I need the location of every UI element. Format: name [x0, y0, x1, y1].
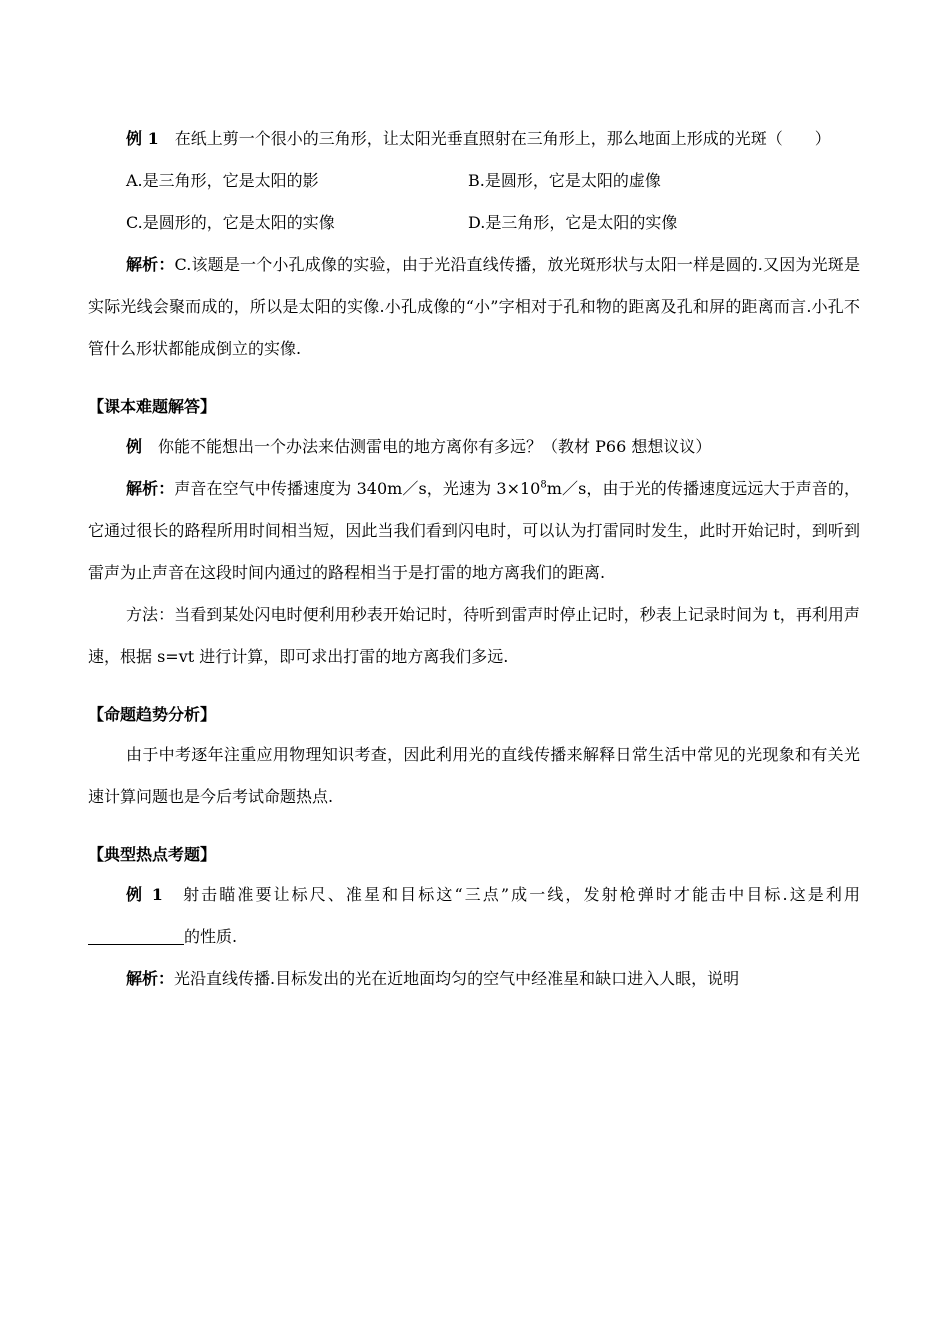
analysis-label: 解析：: [126, 479, 175, 498]
example-1-text: 在纸上剪一个很小的三角形，让太阳光垂直照射在三角形上，那么地面上形成的光斑（ ）: [174, 129, 831, 148]
textbook-question: [88, 426, 860, 468]
option-c: C.是圆形的，它是太阳的实像: [126, 213, 335, 232]
section-title-textbook: 【课本难题解答】: [88, 397, 217, 416]
exponent: 8: [540, 479, 547, 491]
section-title-hot: 【典型热点考题】: [88, 845, 217, 864]
analysis-label: 解析：: [126, 969, 175, 988]
textbook-question-text: 你能不能想出一个办法来估测雷电的地方离你有多远？（教材 P66 想想议议）: [158, 437, 712, 456]
example-1-options-row-2: [88, 202, 860, 244]
example-1-label: 例 1: [126, 129, 159, 148]
analysis-text-post: m／s，由于光的传播速度远远大于声音的，它通过很长的路程所用时间相当短，因此当我们看到闪电时，可以认为打雷同时发生，此时开始记时，到听到雷声为止声音在这段时间内通过的路程相当于是打雷的地方离我们的距离.: [88, 479, 860, 582]
section-title-trend: 【命题趋势分析】: [88, 705, 217, 724]
analysis-label: 解析：: [126, 255, 175, 274]
hot-text-post: 的性质.: [184, 927, 238, 946]
example-1-question: [88, 118, 860, 160]
hot-example-label: 例 1: [126, 885, 163, 904]
option-b: B.是圆形，它是太阳的虚像: [468, 171, 661, 190]
answer-blank: [88, 926, 184, 945]
option-a: A.是三角形，它是太阳的影: [126, 171, 319, 190]
trend-text: 由于中考逐年注重应用物理知识考查，因此利用光的直线传播来解释日常生活中常见的光现象和有关光速计算问题也是今后考试命题热点.: [88, 745, 860, 806]
document-page: [88, 118, 860, 1000]
hot-text-pre: 射击瞄准要让标尺、准星和目标这“三点”成一线，发射枪弹时才能击中目标.这是利用: [183, 885, 860, 904]
analysis-text: C.该题是一个小孔成像的实验，由于光沿直线传播，放光斑形状与太阳一样是圆的.又因为光斑是实际光线会聚而成的，所以是太阳的实像.小孔成像的“小”字相对于孔和物的距离及孔和屏的距离而言.小孔不管什么形状都能成倒立的实像.: [88, 255, 860, 358]
hot-example-analysis: [88, 958, 860, 1000]
example-1-options-row-1: [88, 160, 860, 202]
textbook-example-label: 例: [126, 437, 143, 456]
hot-example-question: [88, 874, 860, 958]
textbook-method: 方法：当看到某处闪电时便利用秒表开始记时，待听到雷声时停止记时，秒表上记录时间为 t，再利用声速，根据 s=vt 进行计算，即可求出打雷的地方离我们多远.: [88, 605, 860, 666]
analysis-text: 光沿直线传播.目标发出的光在近地面均匀的空气中经准星和缺口进入人眼，说明: [174, 969, 740, 988]
example-1-analysis: [88, 244, 860, 370]
textbook-analysis: [88, 468, 860, 594]
option-d: D.是三角形，它是太阳的实像: [468, 213, 678, 232]
analysis-text-pre: 声音在空气中传播速度为 340m／s，光速为 3×10: [174, 479, 541, 498]
